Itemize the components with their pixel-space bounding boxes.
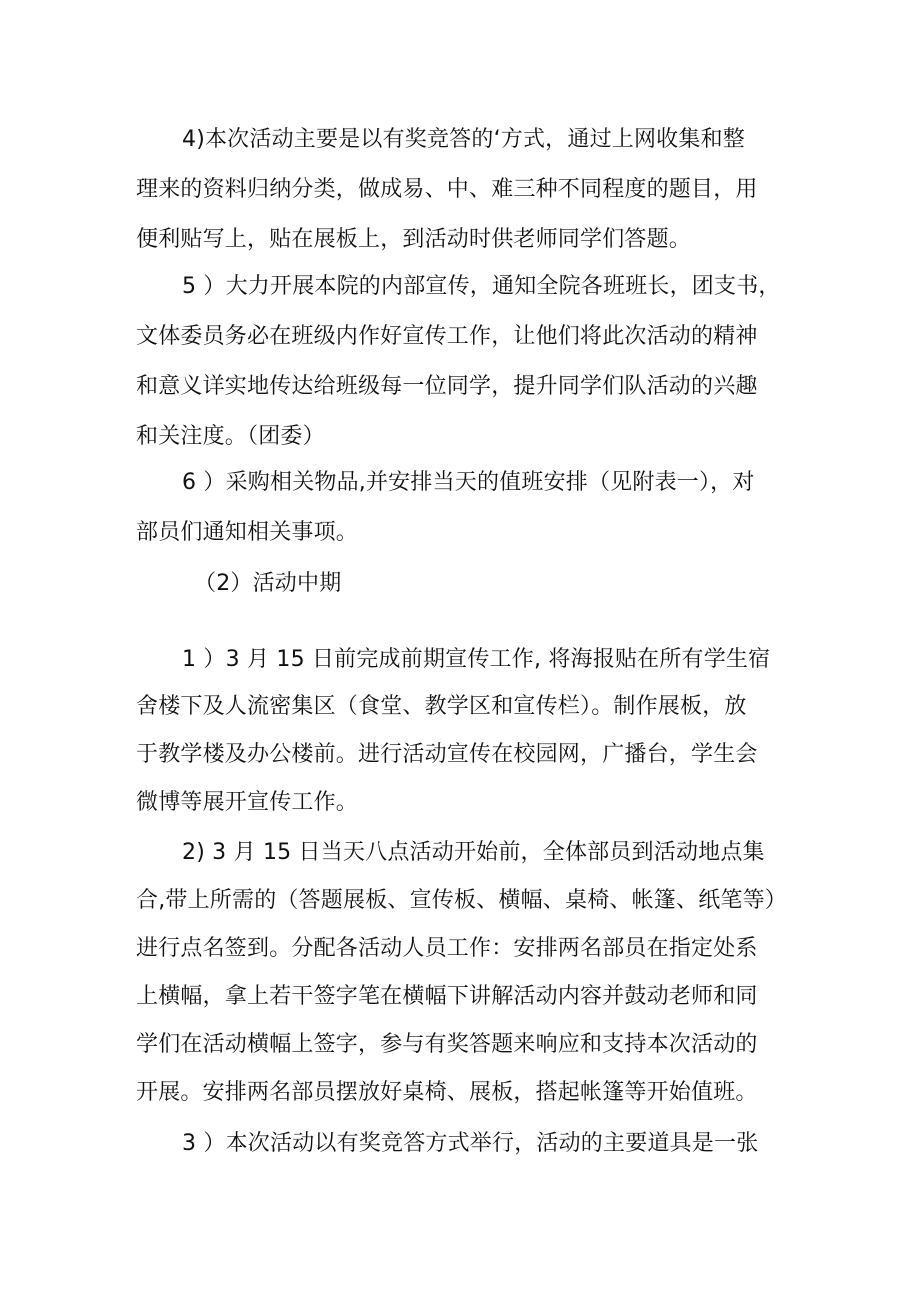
- text-line: 文体委员务必在班级内作好宣传工作，让他们将此次活动的精神: [136, 324, 758, 349]
- text-line: 学们在活动横幅上签字，参与有奖答题来响应和支持本次活动的: [136, 1032, 758, 1057]
- text-line: 1 ）3 月 15 日前完成前期宣传工作, 将海报贴在所有学生宿: [182, 647, 771, 672]
- text-line: 理来的资料归纳分类，做成易、中、难三种不同程度的题目，用: [136, 177, 758, 202]
- text-line: 2) 3 月 15 日当天八点活动开始前，全体部员到活动地点集: [182, 840, 765, 865]
- text-line: 和关注度。（团委）: [136, 424, 325, 449]
- text-line: 6 ）采购相关物品,并安排当天的值班安排（见附表一），对: [182, 470, 755, 495]
- text-line: 进行点名签到。分配各活动人员工作：安排两名部员在指定处系: [136, 936, 758, 961]
- text-line: 便利贴写上，贴在展板上，到活动时供老师同学们答题。: [136, 227, 692, 252]
- text-line: 上横幅，拿上若干签字笔在横幅下讲解活动内容并鼓动老师和同: [136, 984, 758, 1009]
- text-line: 合,带上所需的（答题展板、宣传板、横幅、桌椅、帐篷、纸笔等）: [136, 888, 787, 913]
- text-line: 和意义详实地传达给班级每一位同学，提升同学们队活动的兴趣: [136, 374, 758, 399]
- text-line: 于教学楼及办公楼前。进行活动宣传在校园网，广播台，学生会: [136, 742, 758, 767]
- text-line: 微博等展开宣传工作。: [136, 790, 359, 815]
- text-line: 5 ）大力开展本院的内部宣传，通知全院各班班长，团支书，: [182, 274, 781, 299]
- text-line: 3 ）本次活动以有奖竞答方式举行，活动的主要道具是一张: [182, 1131, 759, 1156]
- text-line: 4)本次活动主要是以有奖竞答的‘方式，通过上网收集和整: [182, 127, 745, 152]
- text-line: 部员们通知相关事项。: [136, 520, 359, 545]
- text-line: 舍楼下及人流密集区（食堂、教学区和宣传栏）。制作展板，放: [136, 694, 747, 719]
- section-heading: （2）活动中期: [194, 571, 342, 596]
- text-line: 开展。安排两名部员摆放好桌椅、展板，搭起帐篷等开始值班。: [136, 1080, 758, 1105]
